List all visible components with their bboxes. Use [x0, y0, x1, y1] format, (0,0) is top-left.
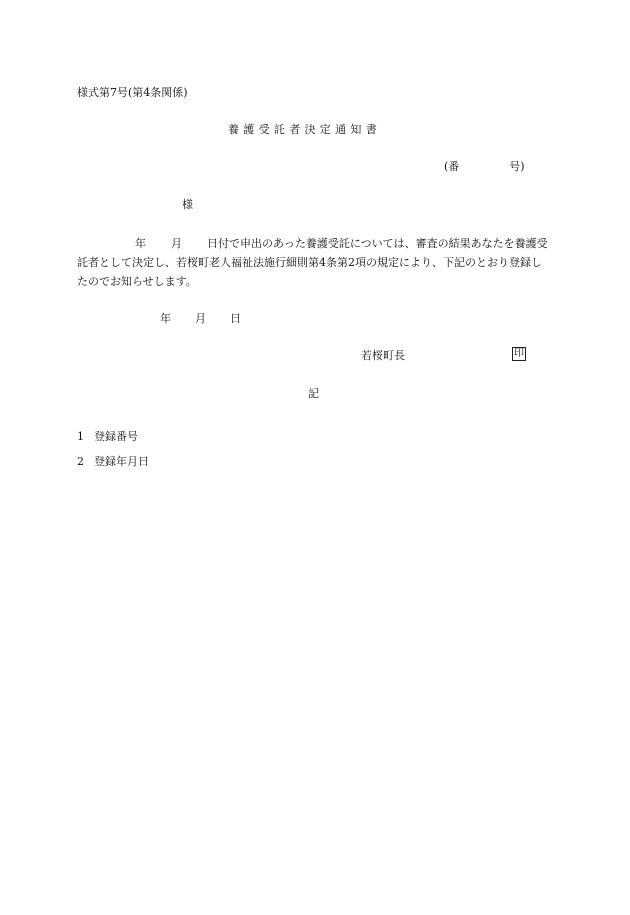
item-label: 登録番号 — [94, 430, 138, 443]
item-number: 2 — [77, 455, 84, 468]
document-number-line — [444, 160, 525, 174]
number-close: 号) — [509, 160, 525, 173]
seal-stamp: 印 — [514, 348, 524, 359]
item-label: 登録年月日 — [94, 455, 149, 468]
signer-name: 若桜町長 — [361, 349, 405, 362]
addressee-honorific: 様 — [182, 198, 193, 211]
date-year: 年 — [160, 312, 171, 325]
item-number: 1 — [77, 430, 84, 443]
document-title: 養護受託者決定通知書 — [228, 123, 381, 136]
body-year: 年 — [135, 237, 146, 250]
list-item — [77, 455, 149, 469]
notice-body — [77, 234, 551, 291]
form-number: 様式第7号(第4条関係) — [77, 86, 188, 99]
date-month: 月 — [195, 312, 206, 325]
list-item — [77, 430, 138, 444]
number-open: (番 — [444, 160, 460, 173]
body-text: 日付で申出のあった養護受託については、審査の結果あなたを養護受託者として決定し、若桜町老人福祉法施行細則第4条第2項の規定により、下記のとおり登録したのでお知らせします。 — [77, 237, 548, 288]
date-day: 日 — [230, 312, 241, 325]
notice-date — [160, 312, 241, 326]
ki-heading: 記 — [308, 387, 319, 400]
body-month: 月 — [171, 237, 182, 250]
